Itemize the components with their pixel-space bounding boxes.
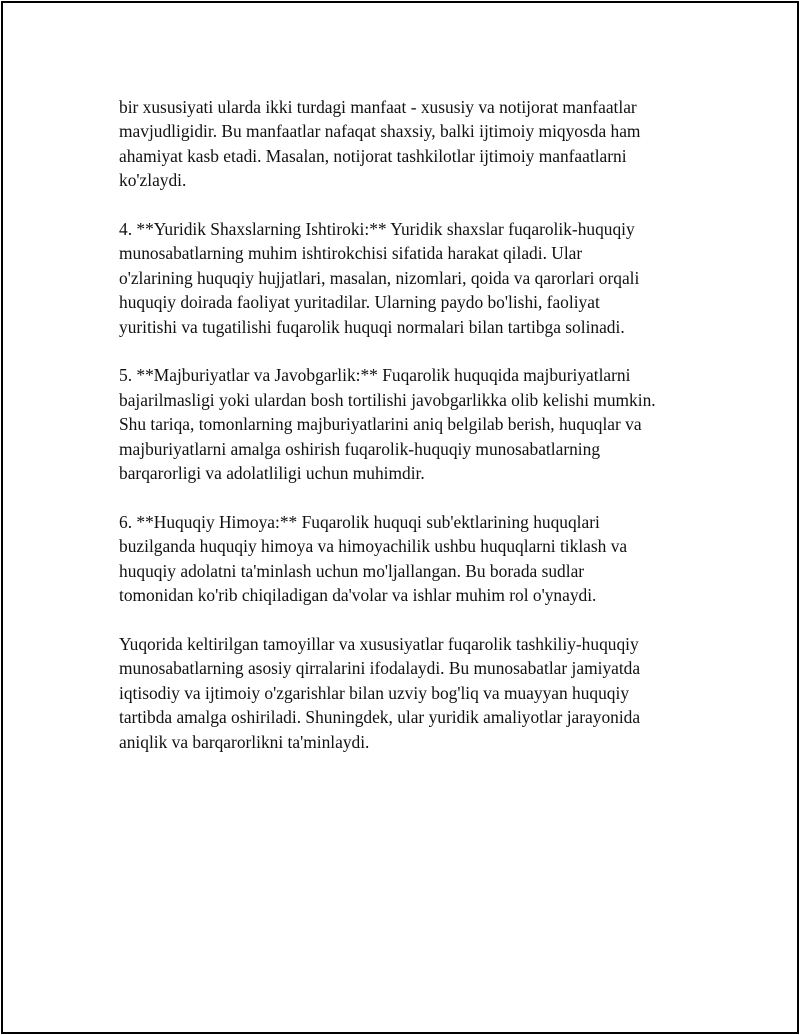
text-line: munosabatlarning asosiy qirralarini ifodalaydi. Bu munosabatlar jamiyatda	[119, 658, 641, 679]
text-line: 6. **Huquqiy Himoya:** Fuqarolik huquqi sub'ektlarining huquqlari	[119, 511, 600, 532]
paragraph-conclusion	[119, 632, 699, 754]
text-line: iqtisodiy va ijtimoiy o'zgarishlar bilan uzviy bog'liq va muayyan huquqiy	[119, 682, 630, 703]
text-line: munosabatlarning muhim ishtirokchisi sifatida harakat qiladi. Ular	[119, 243, 583, 264]
document-body	[119, 95, 699, 778]
paragraph-item-4	[119, 217, 699, 339]
text-line: bir xususiyati ularda ikki turdagi manfaat - xususiy va notijorat manfaatlar	[119, 97, 637, 117]
text-line: ahamiyat kasb etadi. Masalan, notijorat tashkilotlar ijtimoiy manfaatlarni	[119, 145, 627, 166]
text-line: yuritishi va tugatilishi fuqarolik huquqi normalari bilan tartibga solinadi.	[119, 316, 625, 337]
text-line: o'zlarining huquqiy hujjatlari, masalan, nizomlari, qoida va qarorlari orqali	[119, 267, 640, 288]
text-line: aniqlik va barqarorlikni ta'minlaydi.	[119, 731, 370, 752]
text-line: Yuqorida keltirilgan tamoyillar va xususiyatlar fuqarolik tashkiliy-huquqiy	[119, 633, 639, 654]
text-line: ko'zlaydi.	[119, 170, 187, 191]
text-line: Shu tariqa, tomonlarning majburiyatlarini aniq belgilab berish, huquqlar va	[119, 414, 642, 435]
text-line: barqarorligi va adolatliligi uchun muhimdir.	[119, 463, 425, 484]
text-line: buzilganda huquqiy himoya va himoyachilik ushbu huquqlarni tiklash va	[119, 536, 628, 557]
text-line: huquqiy adolatni ta'minlash uchun mo'ljallangan. Bu borada sudlar	[119, 560, 585, 581]
paragraph-item-6	[119, 510, 699, 608]
text-line: bajarilmasligi yoki ulardan bosh tortilishi javobgarlikka olib kelishi mumkin.	[119, 389, 656, 410]
text-line: mavjudligidir. Bu manfaatlar nafaqat shaxsiy, balki ijtimoiy miqyosda ham	[119, 121, 641, 142]
text-line: huquqiy doirada faoliyat yuritadilar. Ularning paydo bo'lishi, faoliyat	[119, 292, 600, 313]
text-line: tomonidan ko'rib chiqiladigan da'volar va ishlar muhim rol o'ynaydi.	[119, 585, 597, 606]
text-line: tartibda amalga oshiriladi. Shuningdek, ular yuridik amaliyotlar jarayonida	[119, 707, 641, 728]
text-line: majburiyatlarni amalga oshirish fuqarolik-huquqiy munosabatlarning	[119, 438, 601, 459]
page-border	[1, 1, 799, 1034]
text-line: 4. **Yuridik Shaxslarning Ishtiroki:** Yuridik shaxslar fuqarolik-huquqiy	[119, 219, 635, 240]
paragraph-item-5	[119, 363, 699, 485]
paragraph-continuation	[119, 95, 699, 193]
text-line: 5. **Majburiyatlar va Javobgarlik:** Fuqarolik huquqida majburiyatlarni	[119, 365, 631, 386]
